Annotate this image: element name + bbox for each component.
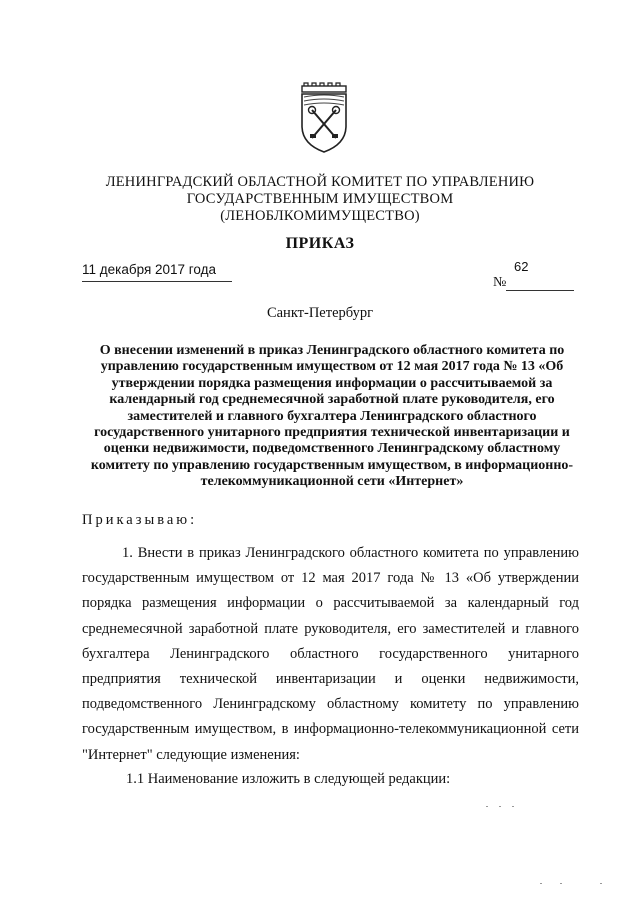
org-name-line1: ЛЕНИНГРАДСКИЙ ОБЛАСТНОЙ КОМИТЕТ ПО УПРАВЛЕНИЮ: [105, 174, 535, 190]
city: Санкт-Петербург: [266, 305, 374, 321]
order-subject: О внесении изменений в приказ Ленинградского областного комитета по управлению государственным имуществом от 12 мая 2017 года № 13 «Об утверждении порядка размещения информации о рассчитываемой за календарный год среднемесячной заработной плате руководителя, его заместителей и главного бухгалтера Ленинградского областного государственного унитарного предприятия технической инвентаризации и оценки недвижимости, подведомственного Ленинградскому областному комитету по управлению государственным имуществом, в информационно-телекоммуникационной сети «Интернет»: [90, 343, 574, 490]
org-name-line2: ГОСУДАРСТВЕННЫМ ИМУЩЕСТВОМ: [186, 191, 454, 207]
order-number: 62: [514, 259, 529, 274]
coat-of-arms-emblem: [298, 82, 350, 156]
number-underline: [506, 290, 574, 291]
item-1-1: 1.1 Наименование изложить в следующей редакции:: [126, 771, 451, 787]
doc-type-title: ПРИКАЗ: [285, 235, 355, 252]
date-underline: [82, 281, 232, 282]
number-sign: №: [493, 275, 507, 290]
scan-speck: [600, 883, 602, 884]
order-word: Приказываю:: [82, 512, 198, 528]
scan-speck: [560, 883, 562, 884]
scan-speck: [499, 806, 501, 807]
org-name-line3: (ЛЕНОБЛКОМИМУЩЕСТВО): [220, 208, 420, 224]
order-date: 11 декабря 2017 года: [82, 262, 217, 277]
scan-speck: [486, 806, 488, 807]
paragraph-1: 1. Внести в приказ Ленинградского областного комитета по управлению государственным имуществом от 12 мая 2017 года № 13 «Об утверждении порядка размещения информации о рассчитываемой за календарный год среднемесячной заработной плате руководителя, его заместителей и главного бухгалтера Ленинградского областного государственного унитарного предприятия технической инвентаризации и оценки недвижимости, подведомственного Ленинградскому областному комитету по управлению государственным имуществом, в информационно-телекоммуникационной сети "Интернет" следующие изменения:: [82, 545, 579, 763]
scan-speck: [512, 806, 514, 807]
scan-speck: [540, 883, 542, 884]
